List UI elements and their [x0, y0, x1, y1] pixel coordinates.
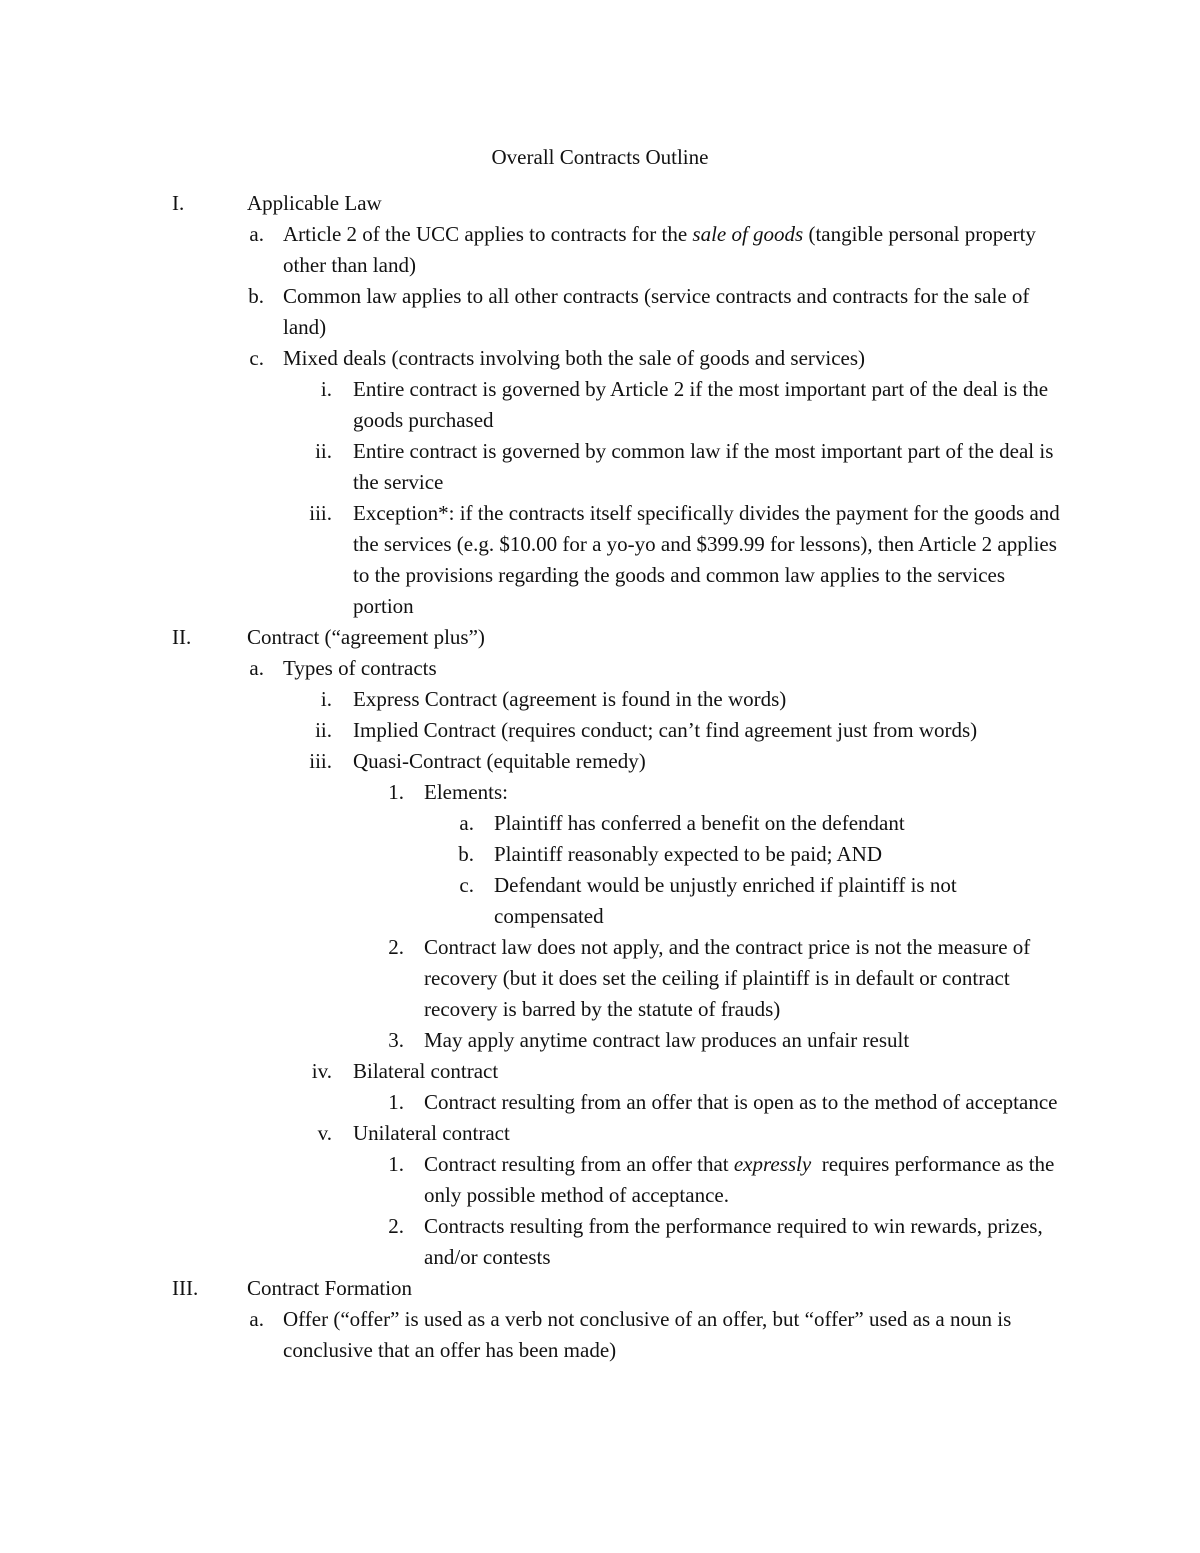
outline-text: Express Contract (agreement is found in the words)	[353, 687, 787, 711]
outline-marker: c.	[459, 873, 474, 897]
outline-text: Plaintiff reasonably expected to be paid; AND	[494, 842, 883, 866]
outline-item	[0, 219, 1200, 281]
outline-text-part: Article 2 of the UCC applies to contracts for the	[283, 222, 693, 246]
outline-text: Contract law does not apply, and the contract price is not the measure of recovery (but it does set the ceiling if plaintiff is in default or contract recovery is barred by the statute of frauds)	[424, 935, 1036, 1021]
outline-text-emphasis: sale of goods	[692, 222, 804, 246]
outline-marker: II.	[172, 625, 192, 649]
outline-item	[0, 808, 1200, 839]
outline-marker: a.	[249, 222, 264, 246]
outline-marker: ii.	[315, 718, 332, 742]
outline-item	[0, 839, 1200, 870]
outline-text: Exception*: if the contracts itself specifically divides the payment for the goods and the services (e.g. $10.00 for a yo-yo and $399.99 for lessons), then Article 2 applies to the provisions regarding the goods and common law applies to the services portion	[353, 501, 1066, 618]
outline-marker: 1.	[388, 780, 404, 804]
outline-marker: III.	[172, 1276, 199, 1300]
outline-marker: v.	[317, 1121, 332, 1145]
outline-marker: 2.	[388, 1214, 404, 1238]
outline-marker: 1.	[388, 1090, 404, 1114]
outline-text-part: Contract resulting from an offer that	[424, 1152, 734, 1176]
outline-text: Contract Formation	[247, 1276, 413, 1300]
outline-text: Defendant would be unjustly enriched if plaintiff is not compensated	[494, 873, 962, 928]
outline-marker: 1.	[388, 1152, 404, 1176]
outline-text: Quasi-Contract (equitable remedy)	[353, 749, 646, 773]
outline-marker: c.	[249, 346, 264, 370]
outline-text: Common law applies to all other contracts (service contracts and contracts for the sale of land)	[283, 284, 1035, 339]
outline-marker: a.	[249, 1307, 264, 1331]
outline-item	[0, 653, 1200, 684]
outline-text: Types of contracts	[283, 656, 437, 680]
outline-item	[0, 777, 1200, 808]
outline-item	[0, 1211, 1200, 1273]
outline-text: Elements:	[424, 780, 508, 804]
outline-marker: i.	[320, 377, 332, 401]
outline-marker: a.	[249, 656, 264, 680]
outline-text: Contract (“agreement plus”)	[247, 625, 485, 649]
outline-marker: b.	[458, 842, 474, 866]
outline-item	[0, 1149, 1200, 1211]
outline-item	[0, 498, 1200, 622]
outline-marker: ii.	[315, 439, 332, 463]
outline-item	[0, 932, 1200, 1025]
outline-text: May apply anytime contract law produces an unfair result	[424, 1028, 910, 1052]
outline-text: Contracts resulting from the performance required to win rewards, prizes, and/or contests	[424, 1214, 1048, 1269]
outline-item	[0, 281, 1200, 343]
outline-item	[0, 1087, 1200, 1118]
outline-text-part: requires performance as the only possible method of acceptance.	[424, 1152, 1060, 1207]
outline-text	[283, 219, 1073, 281]
outline-marker: I.	[172, 191, 185, 215]
outline-marker: b.	[248, 284, 264, 308]
outline-item	[0, 374, 1200, 436]
outline-item	[0, 436, 1200, 498]
outline-text: Contract resulting from an offer that is open as to the method of acceptance	[424, 1090, 1058, 1114]
outline-item	[0, 188, 1200, 219]
outline	[0, 188, 1200, 1366]
outline-marker: 2.	[388, 935, 404, 959]
outline-item	[0, 1118, 1200, 1149]
outline-text-emphasis: expressly	[733, 1152, 812, 1176]
outline-text: Applicable Law	[247, 191, 382, 215]
outline-item	[0, 684, 1200, 715]
outline-marker: a.	[459, 811, 474, 835]
outline-item	[0, 715, 1200, 746]
outline-marker: i.	[320, 687, 332, 711]
outline-item	[0, 1273, 1200, 1304]
outline-item	[0, 746, 1200, 777]
outline-item	[0, 1056, 1200, 1087]
outline-text	[424, 1149, 1064, 1211]
outline-item	[0, 343, 1200, 374]
outline-marker: 3.	[388, 1028, 404, 1052]
outline-text: Bilateral contract	[353, 1059, 499, 1083]
outline-item	[0, 870, 1200, 932]
outline-marker: iii.	[309, 501, 332, 525]
outline-text: Implied Contract (requires conduct; can’t find agreement just from words)	[353, 718, 978, 742]
outline-text: Entire contract is governed by common law if the most important part of the deal is the service	[353, 439, 1059, 494]
outline-text: Entire contract is governed by Article 2 if the most important part of the deal is the goods purchased	[353, 377, 1054, 432]
outline-marker: iii.	[309, 749, 332, 773]
outline-item	[0, 622, 1200, 653]
outline-text: Plaintiff has conferred a benefit on the defendant	[494, 811, 905, 835]
outline-text: Unilateral contract	[353, 1121, 510, 1145]
outline-text: Mixed deals (contracts involving both the sale of goods and services)	[283, 346, 866, 370]
outline-text: Offer (“offer” is used as a verb not conclusive of an offer, but “offer” used as a noun is conclusive that an offer has been made)	[283, 1307, 1017, 1362]
document-title: Overall Contracts Outline	[491, 145, 709, 169]
outline-item	[0, 1304, 1200, 1366]
outline-text-part: (tangible personal property other than land)	[283, 222, 1042, 277]
outline-marker: iv.	[311, 1059, 332, 1083]
outline-item	[0, 1025, 1200, 1056]
